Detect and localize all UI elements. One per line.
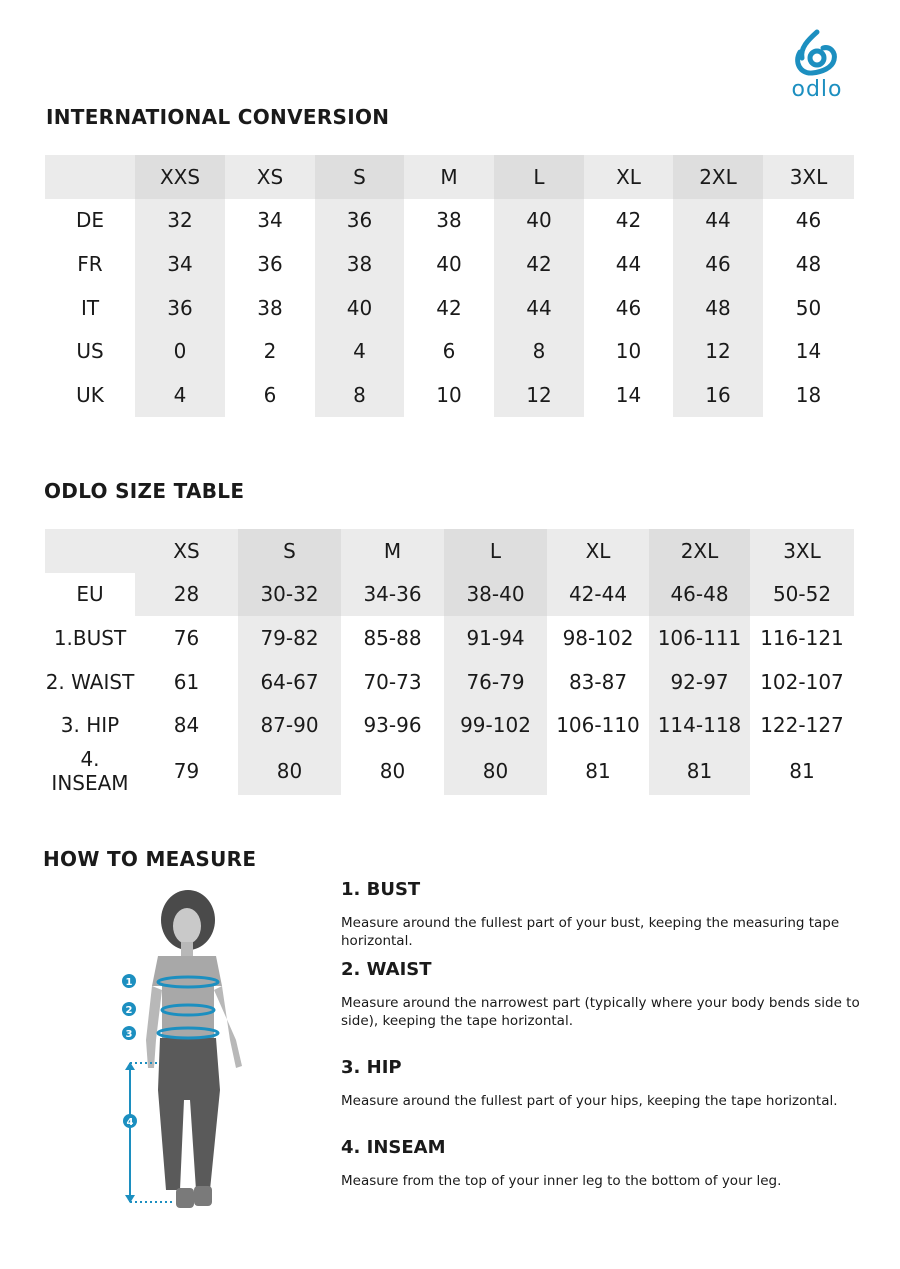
marker-2-icon: [122, 1002, 136, 1016]
svg-text:4: 4: [126, 1117, 134, 1128]
odlo-size-header: 3XL: [750, 529, 854, 573]
table-cell: 34: [135, 242, 225, 286]
person-figure-icon: [110, 890, 260, 1225]
table-cell: 80: [444, 747, 547, 795]
odlo-logo: [778, 26, 856, 100]
table-cell: 16: [673, 373, 763, 417]
table-cell: 38: [436, 208, 462, 233]
intl-row-it: [45, 286, 854, 330]
table-cell: 36: [315, 199, 404, 243]
table-cell: 46: [795, 208, 822, 233]
measurement-figure: [110, 890, 260, 1225]
inseam-heading: 4. INSEAM: [341, 1137, 446, 1158]
table-cell: 46: [673, 242, 763, 286]
table-cell: 0: [135, 329, 225, 373]
logo-wordmark: odlo: [791, 77, 843, 100]
odlo-size-table: [45, 529, 854, 795]
row-label: UK: [76, 382, 104, 407]
table-cell: 10: [436, 382, 462, 407]
table-cell: 114-118: [649, 703, 750, 747]
odlo-size-header: L: [444, 529, 547, 573]
table-cell: 99-102: [444, 703, 547, 747]
intl-corner-cell: [45, 155, 135, 199]
odlo-size-header: S: [238, 529, 341, 573]
odlo-row-hip: [45, 703, 854, 747]
intl-table: [45, 155, 854, 417]
table-cell: 38: [315, 242, 404, 286]
table-cell: 98-102: [562, 625, 634, 650]
table-cell: 8: [315, 373, 404, 417]
table-cell: 80: [379, 758, 406, 783]
odlo-row-bust: [45, 616, 854, 660]
table-cell: 79-82: [238, 616, 341, 660]
svg-text:2: 2: [125, 1005, 133, 1016]
table-cell: 4: [315, 329, 404, 373]
intl-size-header: 2XL: [673, 155, 763, 199]
table-cell: 46-48: [649, 573, 750, 617]
table-cell: 81: [585, 758, 611, 783]
table-cell: 12: [673, 329, 763, 373]
table-cell: 81: [649, 747, 750, 795]
table-cell: 61: [173, 669, 200, 694]
row-label: IT: [80, 295, 100, 320]
odlo-row-eu: [45, 573, 854, 617]
intl-size-header: 3XL: [763, 155, 854, 199]
table-cell: 34: [257, 208, 283, 233]
table-cell: 32: [135, 199, 225, 243]
table-cell: 18: [795, 382, 822, 407]
intl-header-row: [45, 155, 854, 199]
row-label: EU: [76, 582, 104, 607]
row-label: 1.BUST: [53, 625, 127, 650]
row-label: FR: [77, 251, 103, 276]
intl-size-header: S: [315, 155, 404, 199]
table-cell: 83-87: [568, 669, 628, 694]
odlo-row-waist: [45, 660, 854, 704]
table-cell: 48: [673, 286, 763, 330]
intl-size-header: L: [494, 155, 584, 199]
table-cell: 8: [494, 329, 584, 373]
bust-description: Measure around the fullest part of your bust, keeping the measuring tape horizontal.: [341, 915, 840, 949]
table-cell: 70-73: [363, 669, 422, 694]
table-cell: 93-96: [363, 713, 422, 738]
odlo-size-header: M: [341, 529, 444, 573]
table-cell: 6: [263, 382, 277, 407]
odlo-size-header: XL: [547, 529, 649, 573]
table-cell: 14: [795, 339, 822, 364]
table-cell: 4: [135, 373, 225, 417]
row-label: 3. HIP: [60, 713, 120, 738]
odlo-size-header: XS: [135, 529, 238, 573]
row-label: DE: [75, 208, 105, 233]
marker-3-icon: [122, 1026, 136, 1040]
table-cell: 12: [494, 373, 584, 417]
intl-row-fr: [45, 242, 854, 286]
odlo-size-header: 2XL: [649, 529, 750, 573]
table-cell: 44: [494, 286, 584, 330]
bust-heading: 1. BUST: [341, 879, 421, 900]
marker-1-icon: [122, 974, 136, 988]
table-cell: 87-90: [238, 703, 341, 747]
odlo-row-inseam: [45, 747, 854, 795]
row-label: US: [76, 339, 104, 364]
table-cell: 40: [315, 286, 404, 330]
table-cell: 40: [494, 199, 584, 243]
table-cell: 10: [615, 339, 642, 364]
table-cell: 50: [795, 295, 822, 320]
table-cell: 116-121: [760, 625, 844, 650]
table-cell: 122-127: [760, 713, 844, 738]
table-cell: 76-79: [444, 660, 547, 704]
table-cell: 44: [615, 251, 642, 276]
table-cell: 34-36: [341, 573, 444, 617]
table-cell: 2: [263, 339, 277, 364]
row-label: 2. WAIST: [45, 669, 135, 694]
table-cell: 81: [789, 758, 815, 783]
svg-text:3: 3: [125, 1029, 133, 1040]
table-cell: 40: [436, 251, 462, 276]
table-cell: 64-67: [238, 660, 341, 704]
row-label: 4. INSEAM: [51, 746, 129, 795]
table-cell: 106-111: [649, 616, 750, 660]
intl-size-header: XXS: [135, 155, 225, 199]
odlo-logo-icon: [778, 26, 856, 100]
odlo-title: ODLO SIZE TABLE: [44, 479, 245, 503]
svg-text:1: 1: [125, 977, 133, 988]
table-cell: 92-97: [649, 660, 750, 704]
table-cell: 76: [173, 625, 200, 650]
table-cell: 50-52: [750, 573, 854, 617]
hip-description: Measure around the fullest part of your hips, keeping the tape horizontal.: [341, 1093, 838, 1109]
table-cell: 85-88: [363, 625, 422, 650]
table-cell: 102-107: [760, 669, 844, 694]
table-cell: 106-110: [556, 713, 640, 738]
how-to-measure-title: HOW TO MEASURE: [43, 847, 257, 871]
odlo-corner-cell: [45, 529, 135, 573]
waist-heading: 2. WAIST: [341, 959, 432, 980]
table-cell: 30-32: [238, 573, 341, 617]
marker-4-icon: [123, 1114, 137, 1128]
table-cell: 44: [673, 199, 763, 243]
waist-description: Measure around the narrowest part (typically where your body bends side to side), keeping the tape horizontal.: [341, 995, 860, 1029]
table-cell: 91-94: [444, 616, 547, 660]
table-cell: 48: [795, 251, 822, 276]
table-cell: 42-44: [547, 573, 649, 617]
table-cell: 28: [135, 573, 238, 617]
intl-row-us: [45, 329, 854, 373]
table-cell: 80: [238, 747, 341, 795]
table-cell: 14: [615, 382, 642, 407]
table-cell: 38: [257, 295, 283, 320]
table-cell: 42: [494, 242, 584, 286]
table-cell: 42: [436, 295, 462, 320]
intl-size-header: XL: [584, 155, 673, 199]
table-cell: 84: [173, 713, 200, 738]
table-cell: 6: [442, 339, 456, 364]
table-cell: 42: [615, 208, 642, 233]
intl-size-header: XS: [225, 155, 315, 199]
table-cell: 38-40: [444, 573, 547, 617]
table-cell: 46: [615, 295, 642, 320]
table-cell: 79: [173, 758, 200, 783]
intl-size-header: M: [404, 155, 494, 199]
intl-row-uk: [45, 373, 854, 417]
inseam-description: Measure from the top of your inner leg to the bottom of your leg.: [341, 1173, 782, 1189]
intl-title: INTERNATIONAL CONVERSION: [46, 105, 390, 129]
intl-row-de: [45, 199, 854, 243]
odlo-header-row: [45, 529, 854, 573]
hip-heading: 3. HIP: [341, 1057, 402, 1078]
table-cell: 36: [257, 251, 283, 276]
table-cell: 36: [135, 286, 225, 330]
